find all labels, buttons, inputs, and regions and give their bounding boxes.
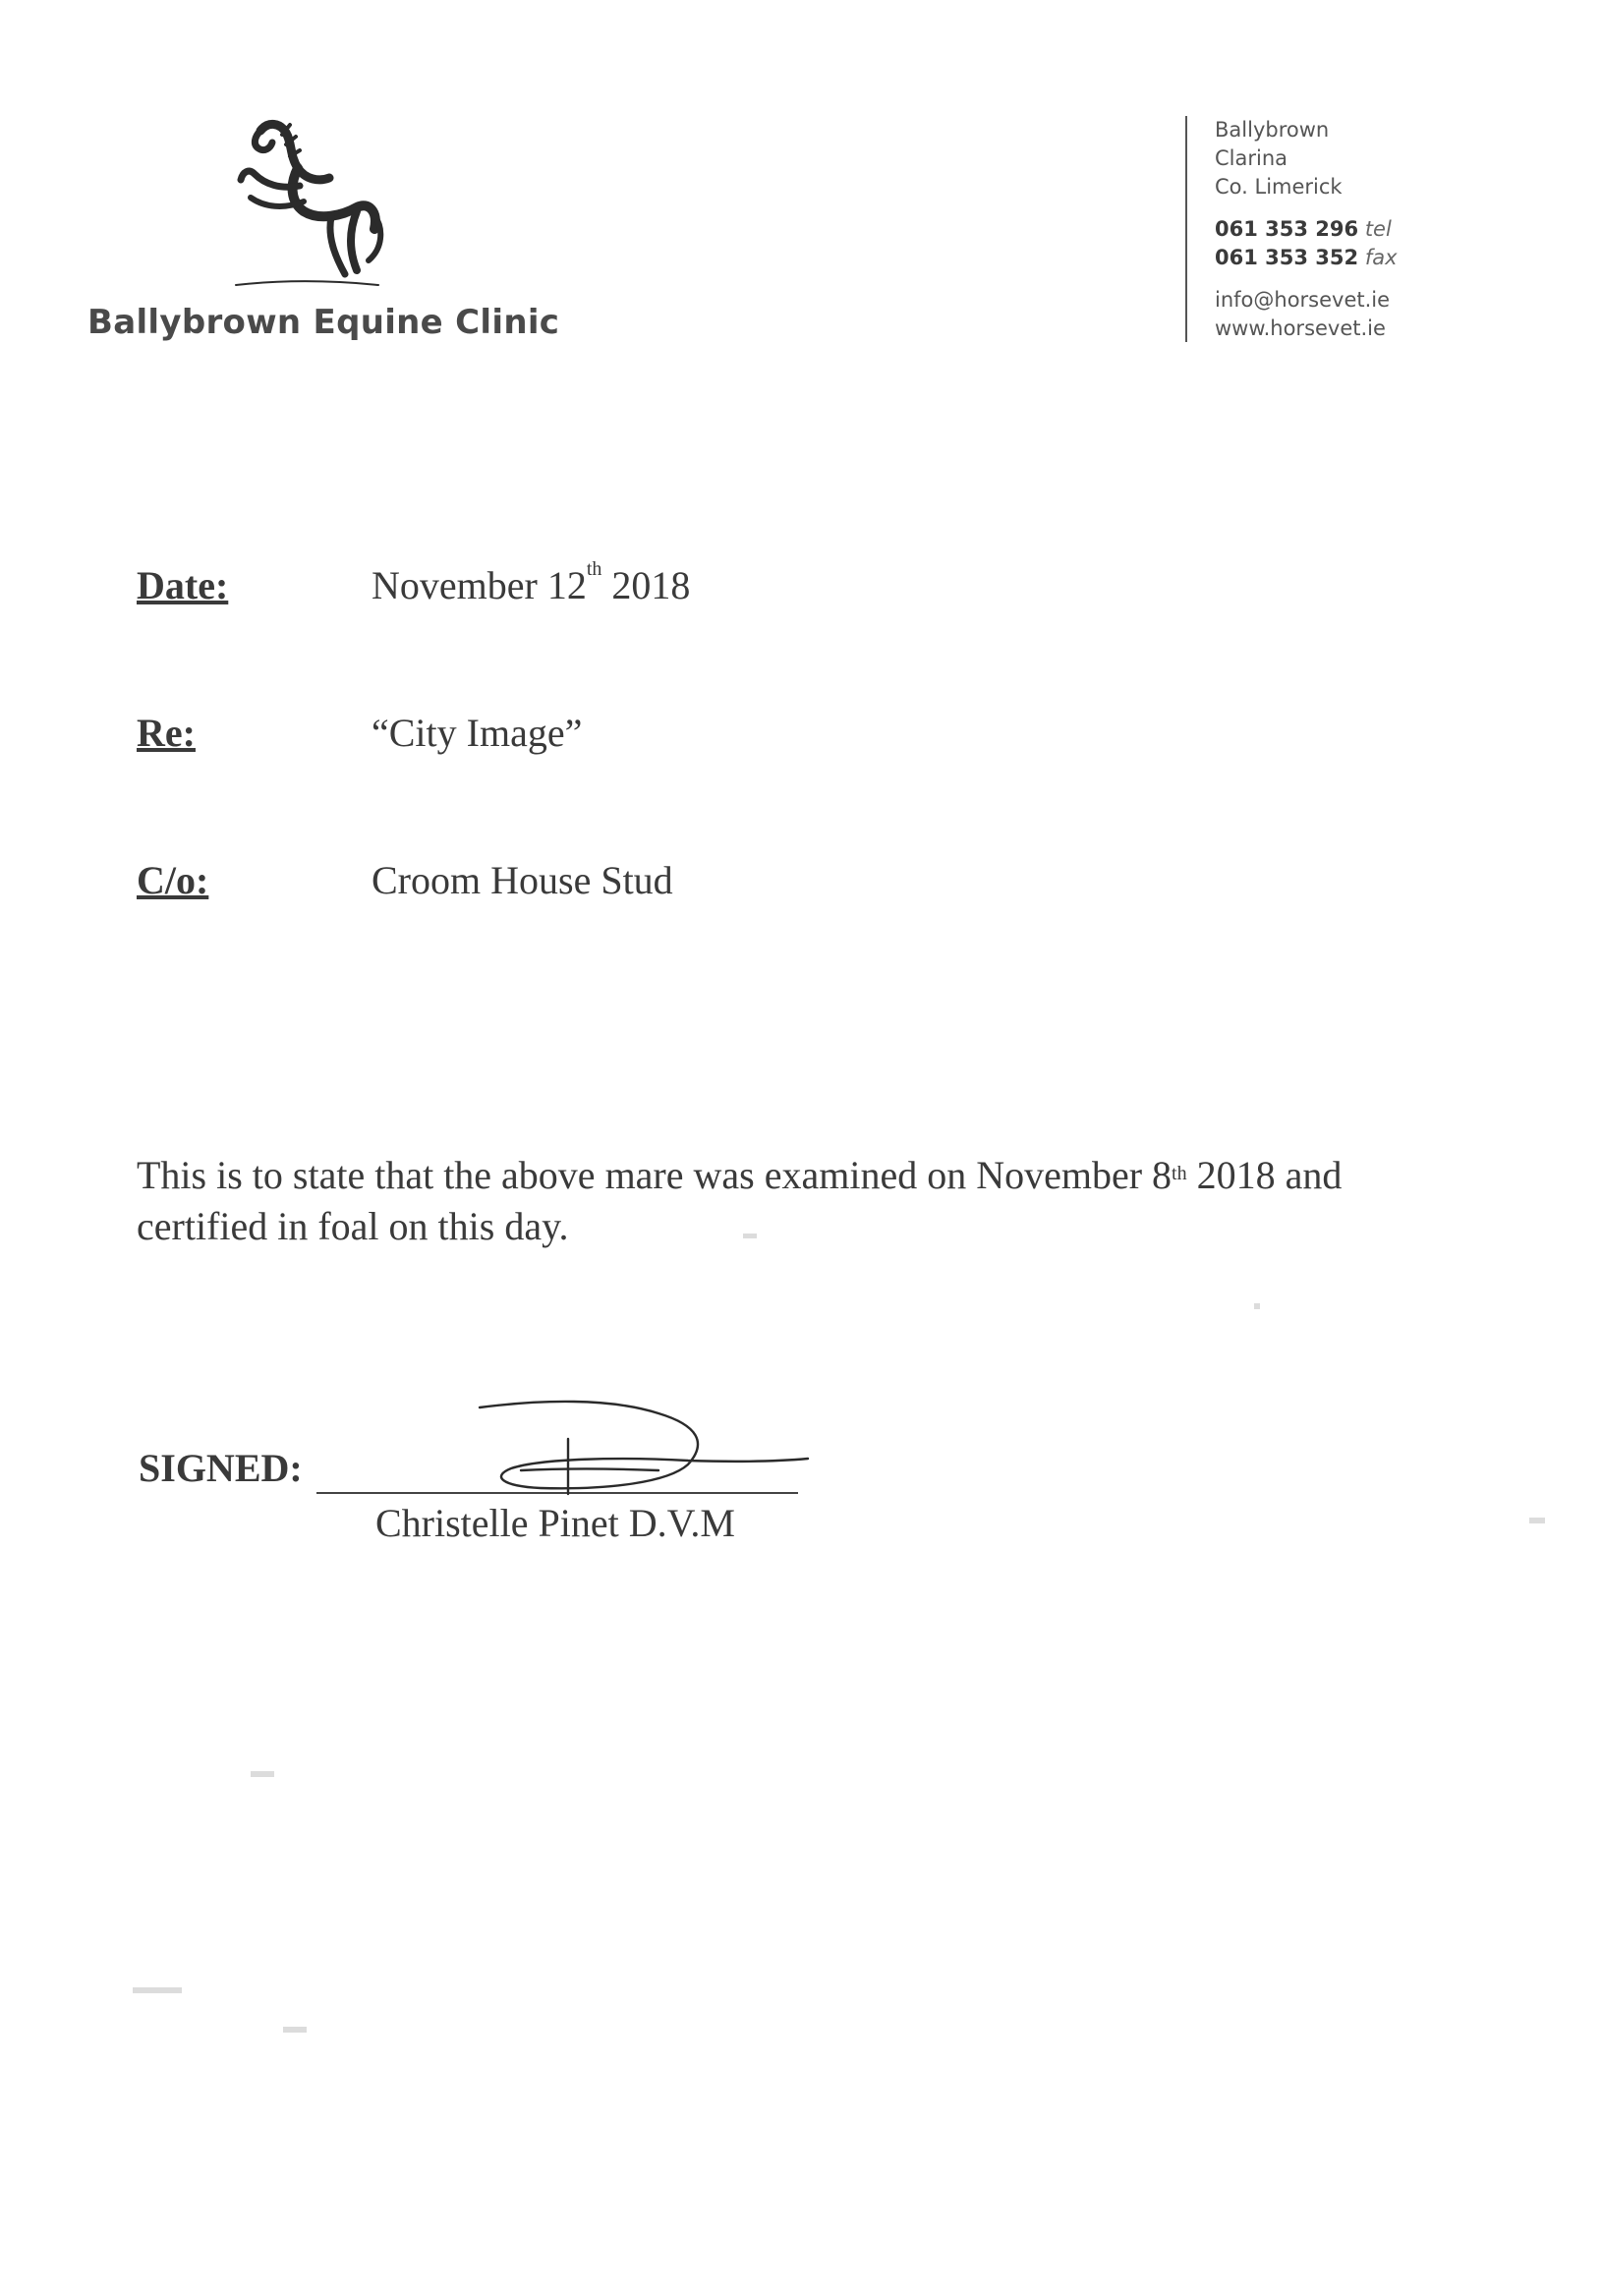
- scan-speck: [743, 1234, 757, 1238]
- fax-line: [1215, 244, 1398, 272]
- address-line-2: Clarina: [1215, 146, 1288, 170]
- statement-part-1: This is to state that the above mare was examined on November 8: [137, 1153, 1173, 1197]
- fax-number: 061 353 352: [1215, 246, 1359, 269]
- certification-statement: [137, 1150, 1473, 1252]
- signed-label: SIGNED:: [139, 1446, 303, 1490]
- re-label: Re:: [137, 711, 196, 755]
- care-of-label: C/o:: [137, 858, 209, 902]
- clinic-name: Ballybrown Equine Clinic: [87, 303, 560, 342]
- telephone-suffix: tel: [1364, 217, 1392, 241]
- scan-speck: [283, 2027, 307, 2033]
- signatory-name: Christelle Pinet D.V.M: [375, 1501, 735, 1545]
- fax-suffix: fax: [1364, 246, 1398, 269]
- scan-speck: [1254, 1303, 1260, 1309]
- scan-speck: [133, 1987, 182, 1993]
- website-address: www.horsevet.ie: [1215, 316, 1386, 340]
- care-of-value: Croom House Stud: [372, 858, 673, 902]
- header-divider: [1185, 116, 1187, 342]
- email-address: info@horsevet.ie: [1215, 288, 1391, 312]
- telephone-number: 061 353 296: [1215, 217, 1359, 241]
- date-value-ordinal: th: [586, 558, 602, 580]
- statement-ordinal: th: [1172, 1163, 1187, 1184]
- address-line-3: Co. Limerick: [1215, 175, 1343, 199]
- date-value: [372, 558, 691, 608]
- clinic-contact-block: [1215, 116, 1398, 343]
- address-line-1: Ballybrown: [1215, 118, 1330, 142]
- scan-speck: [251, 1771, 274, 1777]
- telephone-line: [1215, 215, 1398, 244]
- re-value: “City Image”: [372, 711, 583, 755]
- handwritten-signature-icon: [462, 1396, 816, 1504]
- statement-part-2: 2018 and certified in foal on this day.: [137, 1153, 1343, 1248]
- scan-speck: [1529, 1518, 1545, 1523]
- date-label: Date:: [137, 563, 229, 607]
- date-value-year: 2018: [601, 563, 691, 607]
- date-value-main: November 12: [372, 563, 587, 607]
- horse-logo-icon: [221, 113, 388, 290]
